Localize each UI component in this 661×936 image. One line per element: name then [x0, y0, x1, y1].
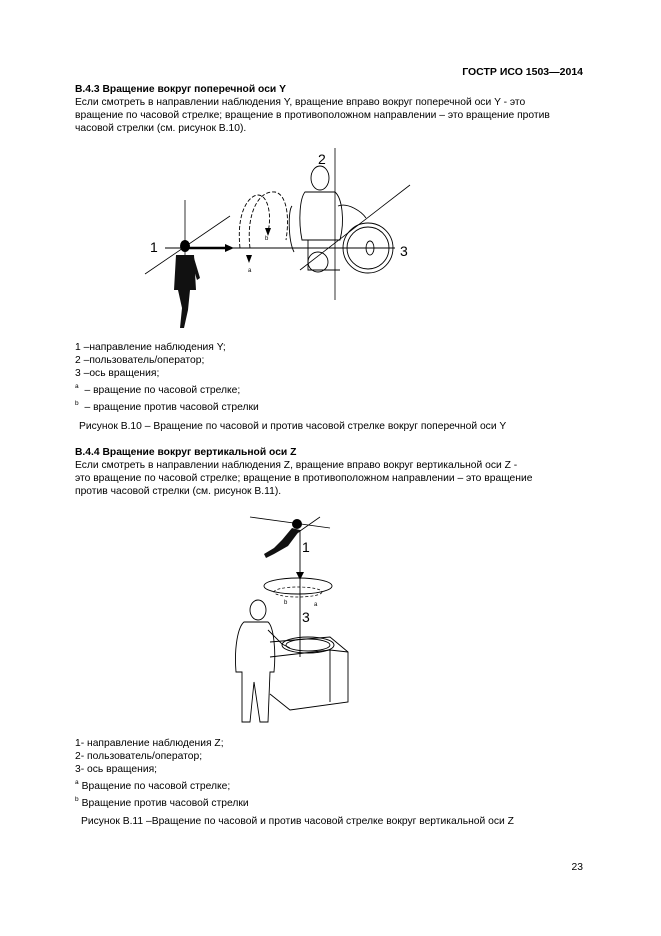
- figure-b11-illustration: [230, 512, 360, 732]
- legend-item: 1 –направление наблюдения Y;: [75, 342, 226, 353]
- callout-b: b: [284, 600, 288, 606]
- figure-b10-legend: [75, 341, 259, 414]
- paragraph-line: это вращение по часовой стрелке; вращение в противоположном направлении – это вращение: [75, 473, 533, 484]
- arc-arrow: [265, 228, 271, 236]
- legend-item: $^a$ Вращение по часовой стрелке;: [75, 779, 231, 792]
- legend-item: 2- пользователь/оператор;: [75, 751, 203, 762]
- figure-b11-legend: [75, 737, 249, 810]
- legend-item: 2 –пользователь/оператор;: [75, 355, 205, 366]
- legend-item: 3- ось вращения;: [75, 764, 158, 775]
- legend-item: 1- направление наблюдения Z;: [75, 738, 224, 749]
- figure-b10-illustration: [140, 140, 430, 335]
- section-b43: [75, 83, 582, 135]
- section-heading: В.4.3 Вращение вокруг поперечной оси Y: [75, 84, 286, 95]
- arc-arrow: [246, 255, 252, 263]
- callout-2: 2: [318, 151, 326, 167]
- figure-b11-caption: Рисунок В.11 –Вращение по часовой и против часовой стрелке вокруг вертикальной оси Z: [81, 816, 514, 827]
- workbench: [270, 637, 348, 710]
- legend-item: 3 –ось вращения;: [75, 368, 160, 379]
- wheelchair-user: [289, 166, 393, 273]
- callout-3: 3: [400, 243, 408, 259]
- section-heading: В.4.4 Вращение вокруг вертикальной оси Z: [75, 447, 297, 458]
- grid-line: [300, 185, 410, 270]
- callout-1: 1: [150, 239, 158, 255]
- observer-figure: [264, 519, 302, 558]
- callout-3: 3: [302, 609, 310, 625]
- paragraph-line: Если смотреть в направлении наблюдения Y, вращение вправо вокруг поперечной оси Y - это: [75, 97, 526, 108]
- paragraph-line: Если смотреть в направлении наблюдения Z, вращение вправо вокруг вертикальной оси Z -: [75, 460, 518, 471]
- rotation-ellipse: [274, 587, 322, 597]
- paragraph-line: против часовой стрелки (см. рисунок В.11).: [75, 486, 282, 497]
- paragraph-line: часовой стрелки (см. рисунок В.10).: [75, 123, 247, 134]
- observer-figure: [174, 240, 200, 328]
- callout-a: a: [248, 268, 252, 274]
- legend-item: $^b$ Вращение против часовой стрелки: [75, 796, 249, 809]
- section-b44: [75, 446, 582, 498]
- arrow-head: [296, 572, 304, 580]
- legend-item: $^a$ – вращение по часовой стрелке;: [75, 383, 241, 396]
- callout-b: b: [265, 236, 269, 242]
- paragraph-line: вращение по часовой стрелке; вращение в противоположном направлении – это вращение против: [75, 110, 550, 121]
- callout-a: a: [314, 602, 318, 608]
- document-header: ГОСТР ИСО 1503—2014: [462, 66, 583, 78]
- page-number: 23: [571, 862, 583, 873]
- rotation-arc: [249, 192, 287, 248]
- legend-item: $^b$ – вращение против часовой стрелки: [75, 400, 259, 413]
- callout-1: 1: [302, 539, 310, 555]
- figure-b10-caption: Рисунок В.10 – Вращение по часовой и против часовой стрелке вокруг поперечной оси Y: [79, 421, 507, 432]
